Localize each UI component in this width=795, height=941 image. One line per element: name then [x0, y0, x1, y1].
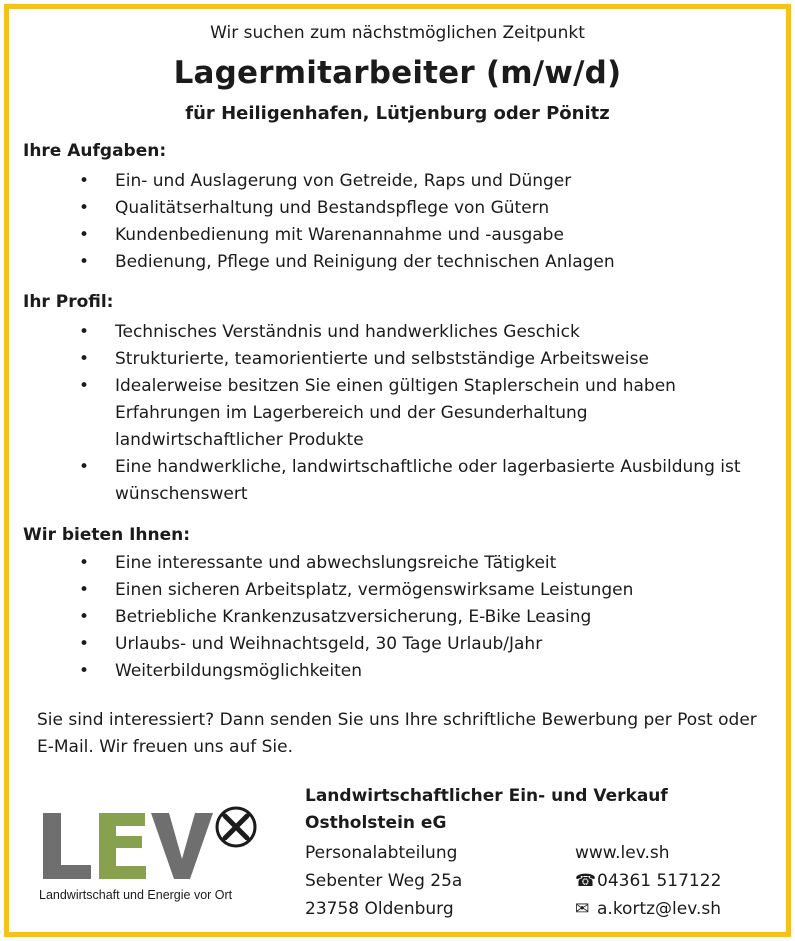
list-item: • Idealerweise besitzen Sie einen gültigen Staplerschein und haben Erfahrungen im Lagerbereich und der Gesunderhaltung landwirtschaftlicher Produkte: [9, 373, 769, 454]
list-item: • Technisches Verständnis und handwerkliches Geschick: [9, 319, 769, 346]
list-item: • Kundenbedienung mit Warenannahme und -ausgabe: [9, 222, 769, 249]
logo-tagline: Landwirtschaft und Energie vor Ort: [39, 888, 233, 902]
raiffeisen-cross-icon: [217, 808, 255, 846]
list-item: • Einen sicheren Arbeitsplatz, vermögenswirksame Leistungen: [9, 577, 769, 604]
job-locations: für Heiligenhafen, Lütjenburg oder Pönitz: [185, 103, 610, 124]
closing-text: Sie sind interessiert? Dann senden Sie uns Ihre schriftliche Bewerbung per Post oder E-Mail. Wir freuen uns auf Sie.: [37, 710, 757, 757]
company-name: Landwirtschaftlicher Ein- und Verkauf Ostholstein eG: [305, 786, 668, 833]
phone: ☎04361 517122: [575, 867, 721, 895]
bullet: •: [79, 198, 90, 218]
bullet: •: [79, 322, 90, 342]
job-title: Lagermitarbeiter (m/w/d): [173, 55, 622, 91]
bullet: •: [79, 607, 90, 627]
bullet: •: [79, 661, 90, 681]
logo-letter-e: [99, 813, 146, 879]
email-link[interactable]: ✉ a.kortz@lev.sh: [575, 895, 721, 923]
list-item: • Betriebliche Krankenzusatzversicherung, E-Bike Leasing: [9, 604, 769, 631]
phone-icon: ☎: [575, 871, 597, 891]
bullet: •: [79, 553, 90, 573]
department: Personalabteilung: [305, 843, 458, 863]
address-block: [305, 839, 462, 923]
logo-letter-l: [43, 813, 91, 879]
bullet: •: [79, 376, 90, 396]
city: 23758 Oldenburg: [305, 899, 454, 919]
bullet: •: [79, 252, 90, 272]
list-item: • Strukturierte, teamorientierte und selbstständige Arbeitsweise: [9, 346, 769, 373]
bullet: •: [79, 171, 90, 191]
list-item: • Urlaubs- und Weihnachtsgeld, 30 Tage Urlaub/Jahr: [9, 631, 769, 658]
offer-list: [9, 550, 769, 685]
lev-logo: [37, 803, 267, 903]
bullet: •: [79, 225, 90, 245]
logo-letter-v: [151, 813, 213, 879]
profile-list: [9, 319, 769, 508]
list-item: • Eine handwerkliche, landwirtschaftliche oder lagerbasierte Ausbildung ist wünschenswert: [9, 454, 769, 508]
bullet: •: [79, 634, 90, 654]
list-item: • Qualitätserhaltung und Bestandspflege von Gütern: [9, 195, 769, 222]
bullet: •: [79, 580, 90, 600]
profile-heading: Ihr Profil:: [23, 292, 114, 312]
intro-text: Wir suchen zum nächstmöglichen Zeitpunkt: [210, 23, 585, 43]
offer-heading: Wir bieten Ihnen:: [23, 525, 191, 545]
tasks-heading: Ihre Aufgaben:: [23, 141, 167, 161]
tasks-list: [9, 168, 769, 276]
list-item: • Weiterbildungsmöglichkeiten: [9, 658, 769, 685]
street: Sebenter Weg 25a: [305, 871, 463, 891]
website-link[interactable]: www.lev.sh: [575, 843, 670, 863]
list-item: • Eine interessante und abwechslungsreiche Tätigkeit: [9, 550, 769, 577]
bullet: •: [79, 457, 90, 477]
job-ad-frame: [4, 4, 791, 937]
list-item: • Bedienung, Pflege und Reinigung der technischen Anlagen: [9, 249, 769, 276]
bullet: •: [79, 349, 90, 369]
contact-block: [575, 839, 721, 923]
envelope-icon: ✉: [575, 899, 590, 919]
list-item: • Ein- und Auslagerung von Getreide, Raps und Dünger: [9, 168, 769, 195]
